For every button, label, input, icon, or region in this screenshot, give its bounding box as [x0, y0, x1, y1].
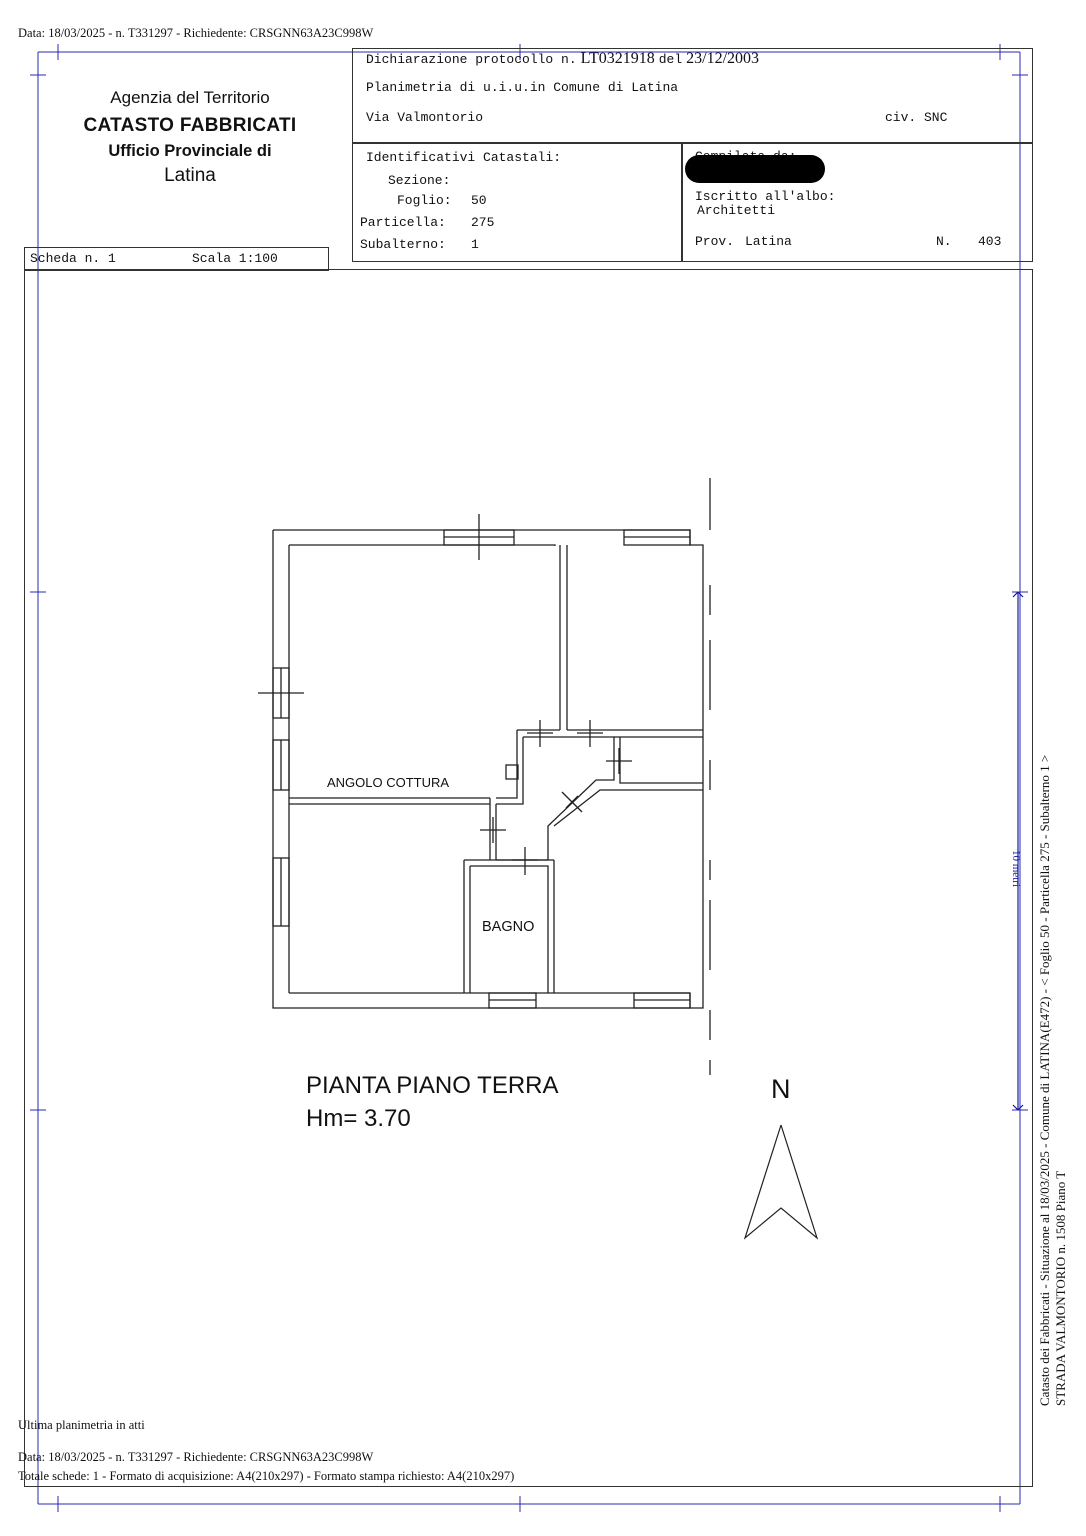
- foglio-label: Foglio:: [397, 193, 452, 208]
- particella-value: 275: [471, 215, 495, 230]
- side-text: [1037, 755, 1069, 1406]
- plan-title: PIANTA PIANO TERRA: [306, 1072, 559, 1099]
- office-catasto: CATASTO FABBRICATI: [83, 115, 297, 136]
- civic-number: civ. SNC: [885, 110, 948, 125]
- prov-value: Latina: [745, 234, 792, 249]
- del-label: del: [658, 52, 683, 67]
- prov-label: Prov.: [695, 234, 735, 249]
- foglio-value: 50: [471, 193, 487, 208]
- particella-label: Particella:: [360, 215, 446, 230]
- identifiers-title: Identificativi Catastali:: [366, 150, 562, 165]
- scheda-number: Scheda n. 1: [30, 251, 116, 266]
- subalterno-label: Subalterno:: [360, 237, 446, 252]
- north-label: N: [771, 1074, 791, 1104]
- office-ufficio: Ufficio Provinciale di: [108, 142, 272, 160]
- office-city: Latina: [164, 165, 216, 186]
- address-line: Via Valmontorio: [366, 110, 484, 125]
- n-value: 403: [978, 234, 1002, 249]
- scale-value: Scala 1:100: [192, 251, 278, 266]
- planimetria-line: Planimetria di u.i.u.in Comune di Latina: [366, 80, 679, 95]
- room-angolo-cottura: ANGOLO COTTURA: [327, 775, 450, 790]
- subalterno-value: 1: [471, 237, 479, 252]
- iscritto-label: Iscritto all'albo:: [695, 189, 836, 204]
- office-agency: Agenzia del Territorio: [110, 88, 270, 107]
- side-line-1: Catasto dei Fabbricati - Situazione al 18/03/2025 - Comune di LATINA(E472) - < Foglio 50 - Particella 275 - Subalterno 1 >: [1037, 754, 1052, 1406]
- sezione-label: Sezione:: [388, 173, 451, 188]
- footer-totale-line: Totale schede: 1 - Formato di acquisizione: A4(210x297) - Formato stampa richiesto: A4(210x297): [18, 1469, 515, 1483]
- albo-value: Architetti: [697, 203, 776, 218]
- n-label: N.: [936, 234, 952, 249]
- protocol-number: LT0321918: [580, 50, 655, 67]
- plan-height: Hm= 3.70: [306, 1105, 411, 1132]
- scale-measure-label: 10 metri: [1010, 850, 1022, 887]
- side-line-2: STRADA VALMONTORIO n. 1508 Piano T: [1053, 1170, 1068, 1406]
- north-arrow: [745, 1125, 817, 1238]
- header-top-line: Data: 18/03/2025 - n. T331297 - Richiedente: CRSGNN63A23C998W: [18, 26, 374, 40]
- declaration-label: Dichiarazione protocollo n.: [366, 52, 577, 67]
- footer-ultima: Ultima planimetria in atti: [18, 1418, 145, 1432]
- room-bagno: BAGNO: [482, 919, 535, 935]
- footer-data-line: Data: 18/03/2025 - n. T331297 - Richiedente: CRSGNN63A23C998W: [18, 1450, 374, 1464]
- declaration-date: 23/12/2003: [686, 50, 760, 67]
